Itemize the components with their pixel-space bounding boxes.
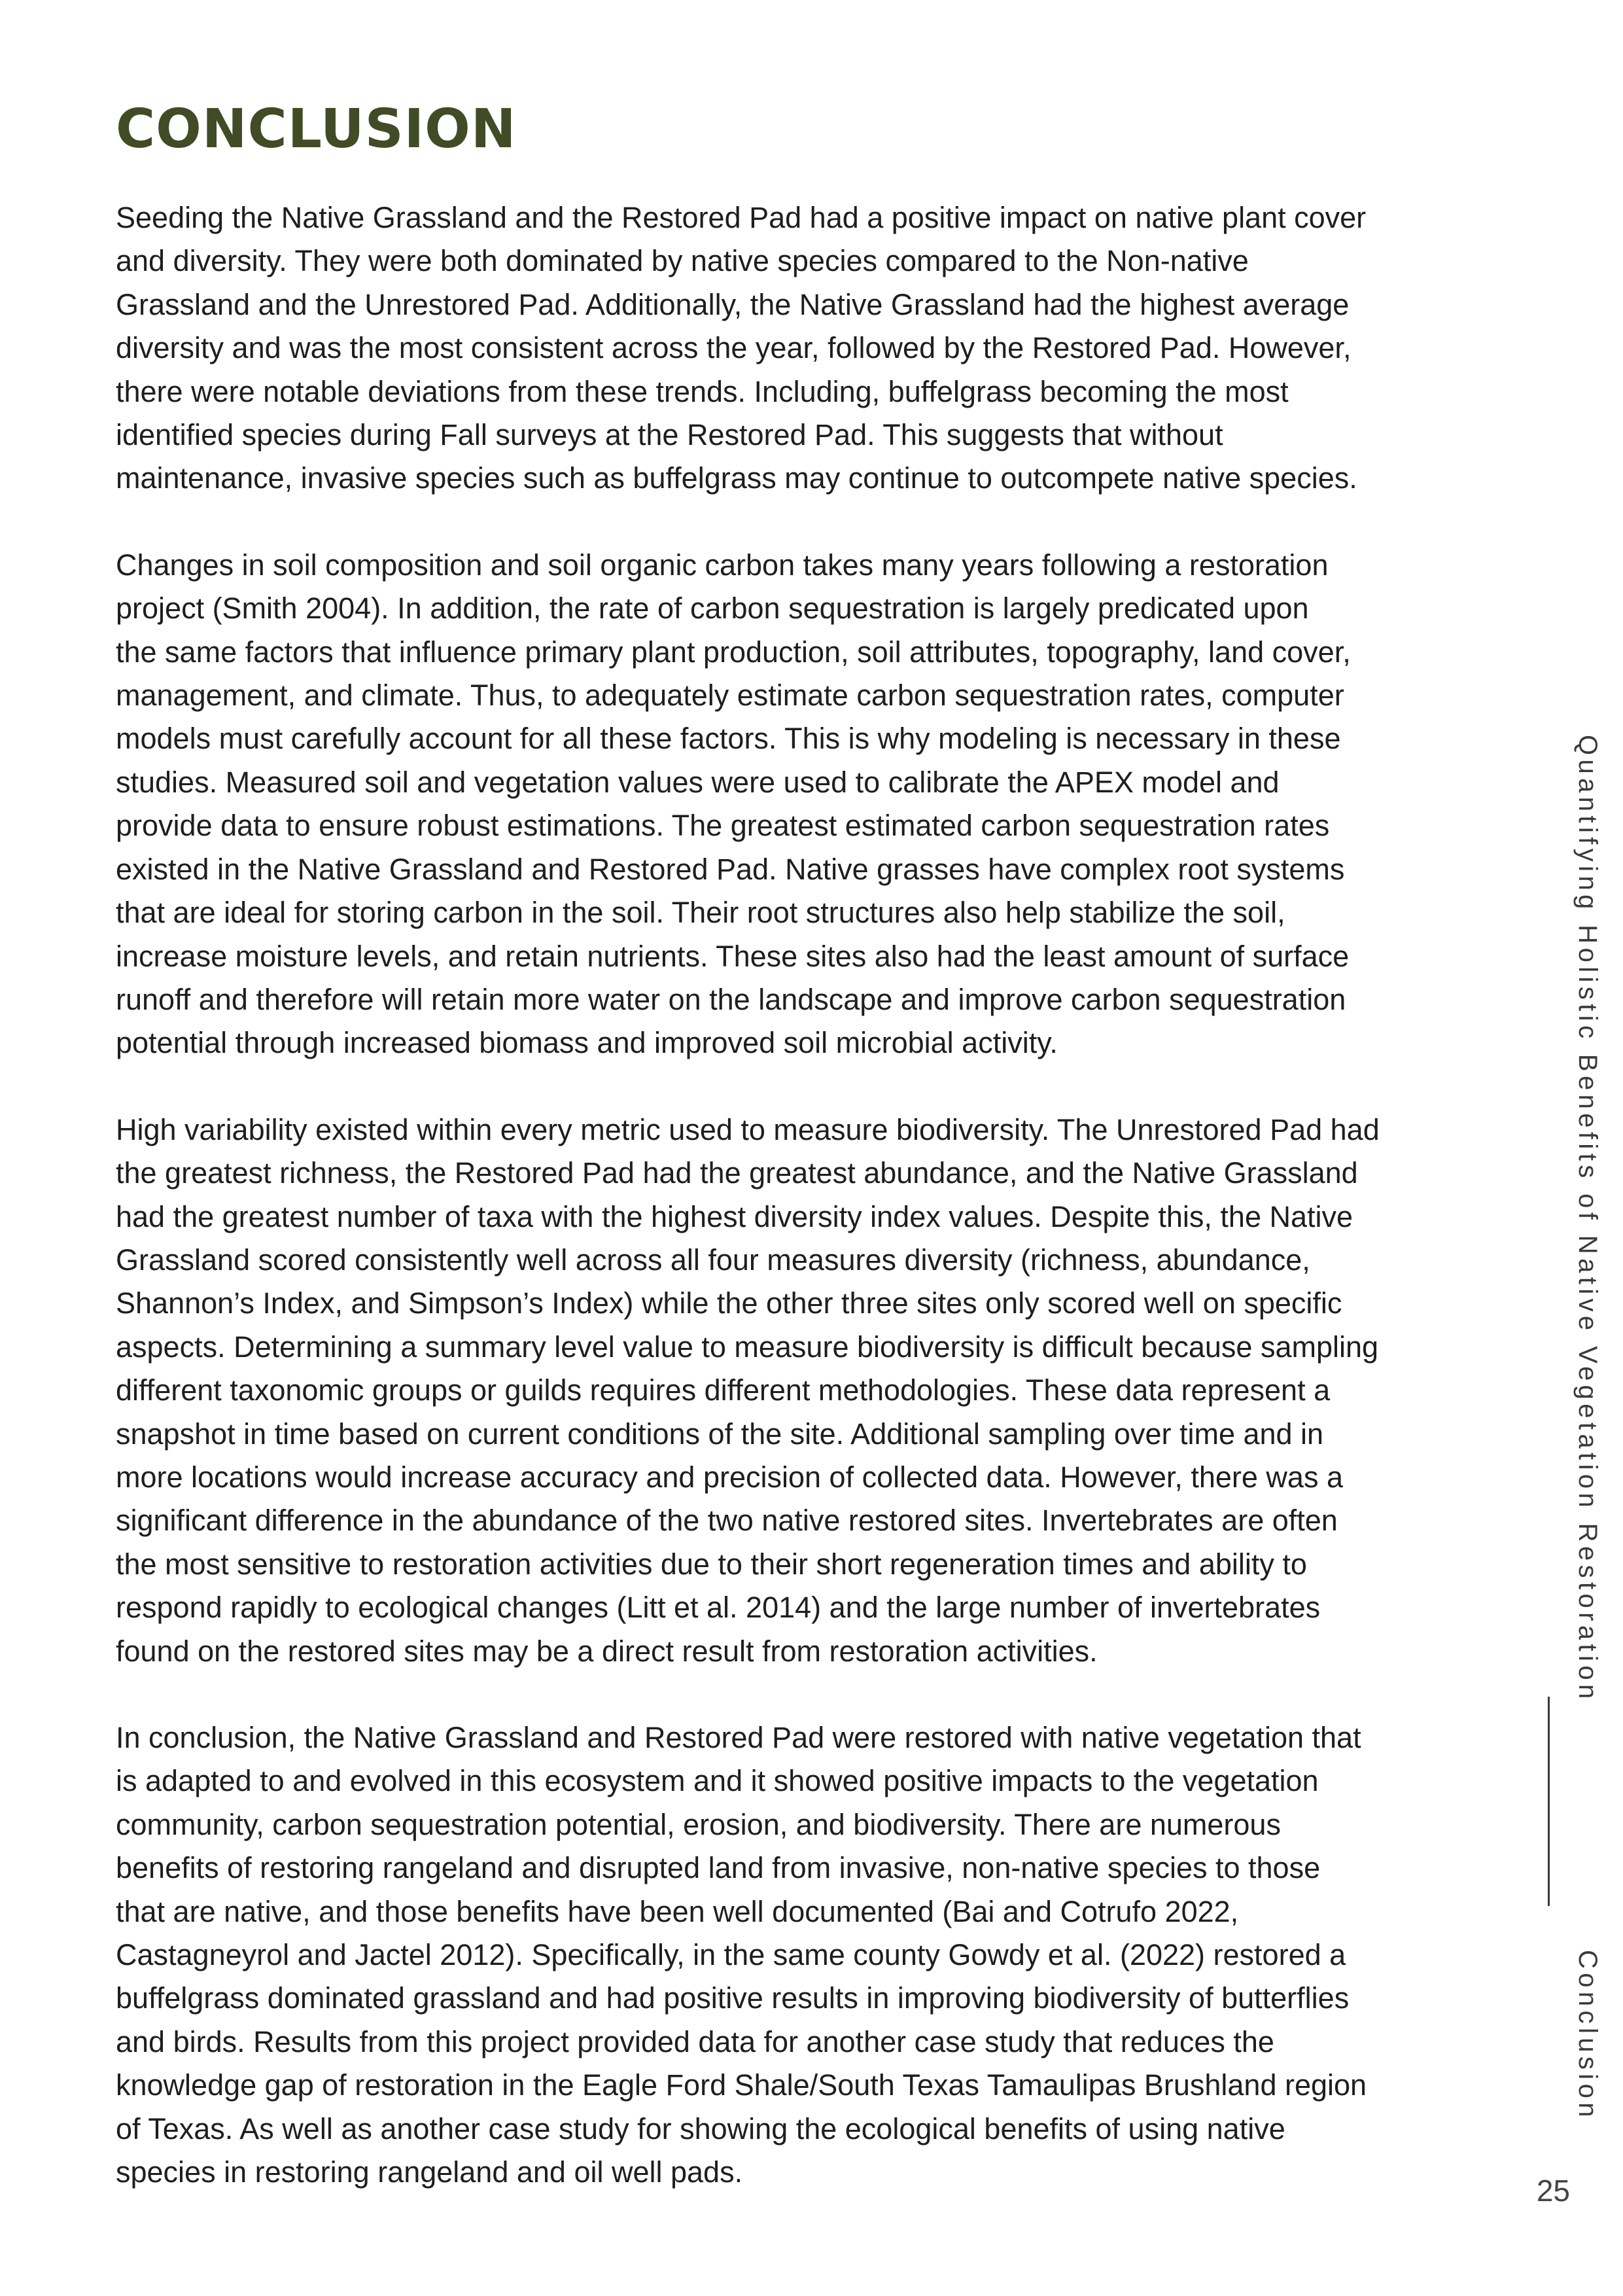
page-title: CONCLUSION	[116, 98, 517, 160]
side-section-label: Conclusion	[1573, 1950, 1602, 2121]
paragraph-biodiversity: High variability existed within every metric used to measure biodiversity. The Unrestored Pad had the greatest richness, the Restored Pad had the greatest abundance, and the Native Grassland had the greatest number of taxa with the highest diversity index values. Despite this, the Native Grassland scored consistently well across all four measures diversity (richness, abundance, Shannon’s Index, and Simpson’s Index) while the other three sites only scored well on specific aspects. Determining a summary level value to measure biodiversity is difficult because sampling different taxonomic groups or guilds requires different methodologies. These data represent a snapshot in time based on current conditions of the site. Additional sampling over time and in more locations would increase accuracy and precision of collected data. However, there was a significant difference in the abundance of the two native restored sites. Invertebrates are often the most sensitive to restoration activities due to their short regeneration times and ability to respond rapidly to ecological changes (Litt et al. 2014) and the large number of invertebrates found on the restored sites may be a direct result from restoration activities.	[116, 1112, 1380, 1668]
paragraph-summary: In conclusion, the Native Grassland and Restored Pad were restored with native vegetation that is adapted to and evolved in this ecosystem and it showed positive impacts to the vegetation community, carbon sequestration potential, erosion, and biodiversity. There are numerous benefits of restoring rangeland and disrupted land from invasive, non-native species to those that are native, and those benefits have been well documented (Bai and Cotrufo 2022, Castagneyrol and Jactel 2012). Specifically, in the same county Gowdy et al. (2022) restored a buffelgrass dominated grassland and had positive results in improving biodiversity of butterflies and birds. Results from this project provided data for another case study that reduces the knowledge gap of restoration in the Eagle Ford Shale/South Texas Tamaulipas Brushland region of Texas. As well as another case study for showing the ecological benefits of using native species in restoring rangeland and oil well pads.	[116, 1721, 1367, 2189]
side-report-title: Quantifying Holistic Benefits of Native Vegetation Restoration	[1573, 735, 1602, 1703]
body-text	[116, 196, 1437, 2237]
page-number: 25	[1536, 2174, 1570, 2208]
side-divider	[1548, 1697, 1550, 1906]
paragraph-vegetation: Seeding the Native Grassland and the Restored Pad had a positive impact on native plant cover and diversity. They were both dominated by native species compared to the Non-native Grassland and the Unrestored Pad. Additionally, the Native Grassland had the highest average diversity and was the most consistent across the year, followed by the Restored Pad. However, there were notable deviations from these trends. Including, buffelgrass becoming the most identified species during Fall surveys at the Restored Pad. This suggests that without maintenance, invasive species such as buffelgrass may continue to outcompete native species.	[116, 201, 1367, 495]
paragraph-carbon: Changes in soil composition and soil organic carbon takes many years following a restoration project (Smith 2004). In addition, the rate of carbon sequestration is largely predicated upon the same factors that influence primary plant production, soil attributes, topography, land cover, management, and climate. Thus, to adequately estimate carbon sequestration rates, computer models must carefully account for all these factors. This is why modeling is necessary in these studies. Measured soil and vegetation values were used to calibrate the APEX model and provide data to ensure robust estimations. The greatest estimated carbon sequestration rates existed in the Native Grassland and Restored Pad. Native grasses have complex root systems that are ideal for storing carbon in the soil. Their root structures also help stabilize the soil, increase moisture levels, and retain nutrients. These sites also had the least amount of surface runoff and therefore will retain more water on the landscape and improve carbon sequestration potential through increased biomass and improved soil microbial activity.	[116, 548, 1351, 1060]
